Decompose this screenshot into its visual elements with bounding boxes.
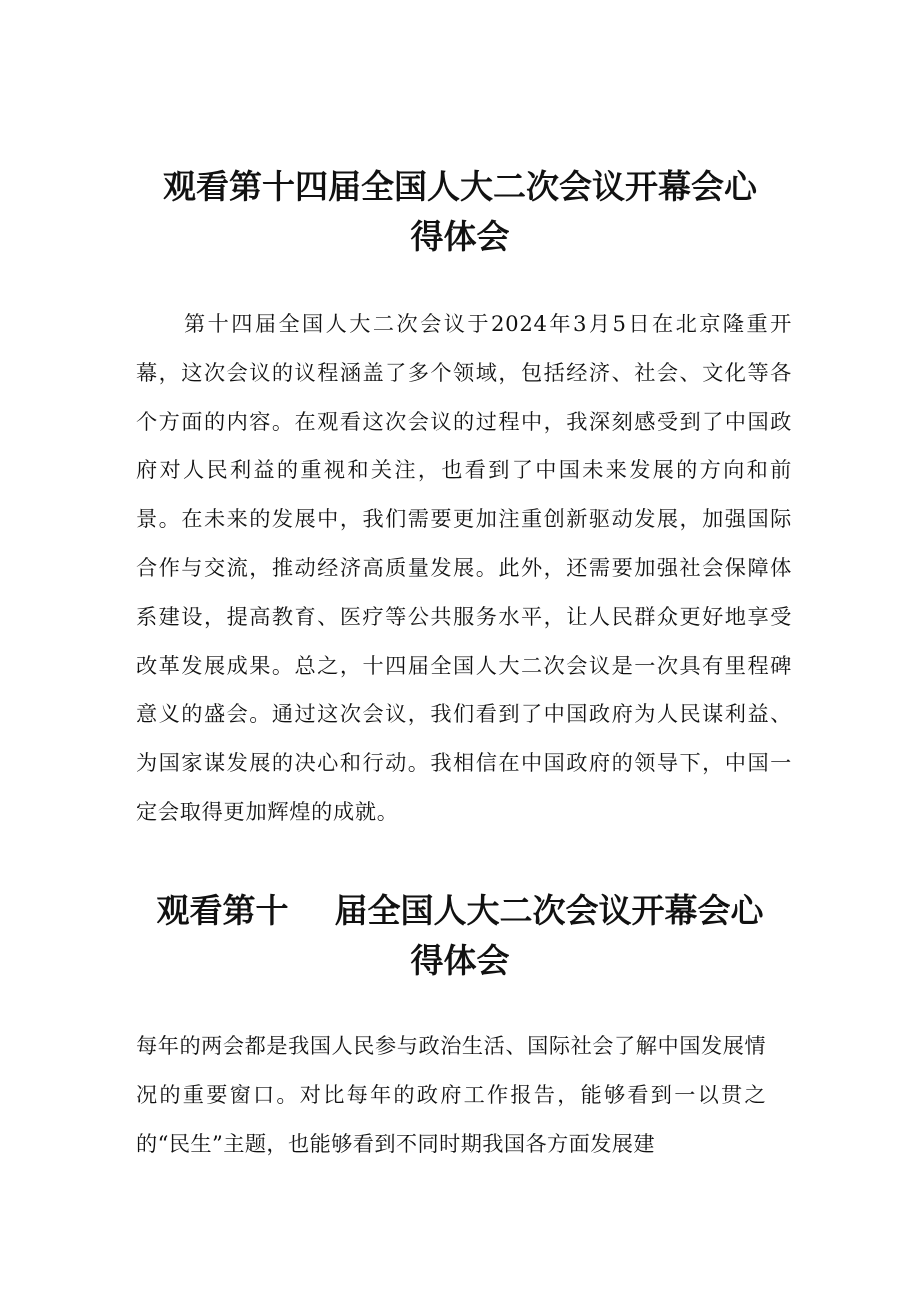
article-2-title-line-1 [0,886,920,936]
article-1-body: 第十四届全国人大二次会议于2024年3月5日在北京隆重开幕，这次会议的议程涵盖了多个领域，包括经济、社会、文化等各个方面的内容。在观看这次会议的过程中，我深刻感受到了中国政府对人民利益的重视和关注，也看到了中国未来发展的方向和前景。在未来的发展中，我们需要更加注重创新驱动发展，加强国际合作与交流，推动经济高质量发展。此外，还需要加强社会保障体系建设，提高教育、医疗等公共服务水平，让人民群众更好地享受改革发展成果。总之，十四届全国人大二次会议是一次具有里程碑意义的盛会。通过这次会议，我们看到了中国政府为人民谋利益、为国家谋发展的决心和行动。我相信在中国政府的领导下，中国一定会取得更加辉煌的成就。 [136,311,792,824]
article-2-title [0,886,920,986]
article-1-title [0,162,920,262]
article-2-title-part-1: 观看第十 [156,891,289,930]
article-1-title-line-2: 得体会 [410,217,510,256]
article-2-body: 每年的两会都是我国人民参与政治生活、国际社会了解中国发展情况的重要窗口。对比每年的政府工作报告，能够看到一以贯之的“民生”主题，也能够看到不同时期我国各方面发展建 [136,1033,766,1156]
article-2-title-line-2: 得体会 [410,941,510,980]
article-1-title-line-1: 观看第十四届全国人大二次会议开幕会心 [163,167,757,206]
article-2-title-part-2: 届全国人大二次会议开幕会心 [334,891,764,930]
